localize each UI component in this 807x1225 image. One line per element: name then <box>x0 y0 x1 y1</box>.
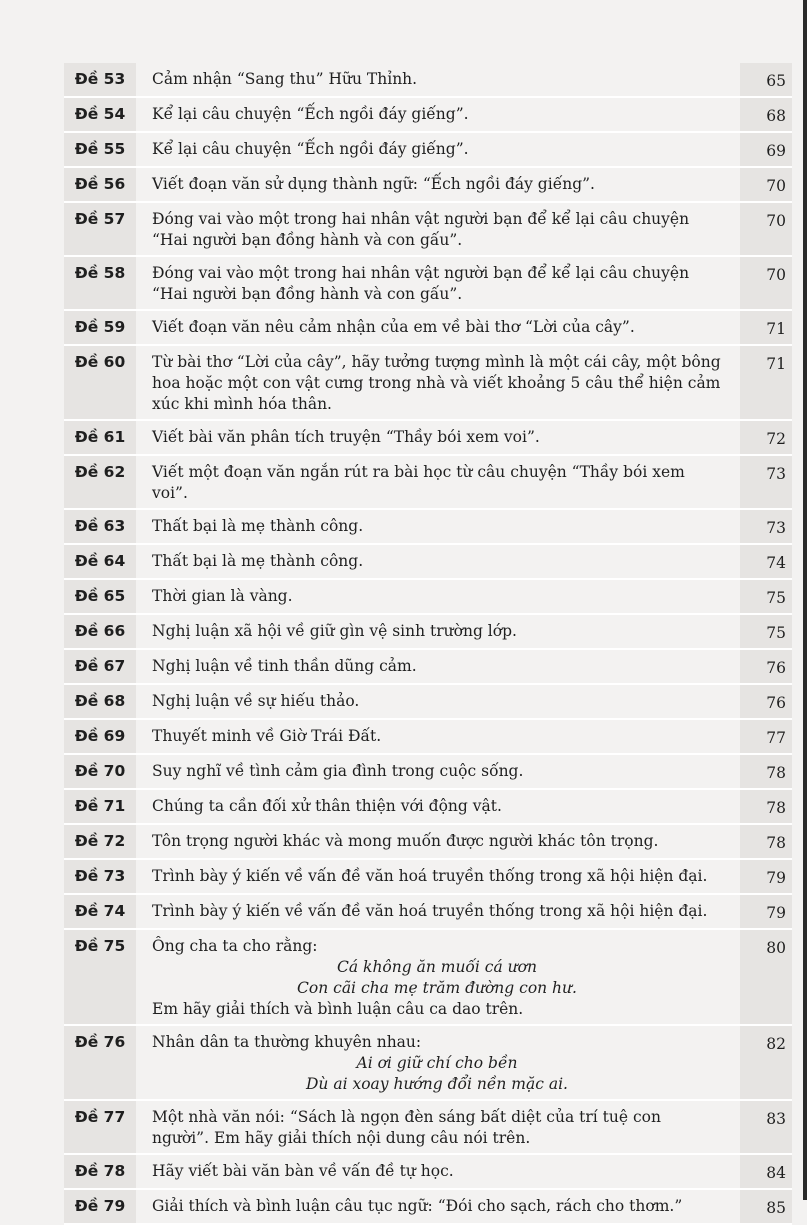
entry-page-number: 78 <box>740 824 792 859</box>
entry-title <box>136 649 740 684</box>
entry-verse-line: Dù ai xoay hướng đổi nền mặc ai. <box>306 1075 568 1093</box>
entry-page-number: 76 <box>740 649 792 684</box>
entry-label: Đề 67 <box>64 649 136 684</box>
entry-label: Đề 78 <box>64 1154 136 1189</box>
entry-label: Đề 76 <box>64 1025 136 1100</box>
entry-title <box>136 256 740 310</box>
entry-title-text: Trình bày ý kiến về vấn đề văn hoá truyền thống trong xã hội hiện đại. <box>152 867 708 885</box>
entry-title-text: Nghị luận xã hội về giữ gìn vệ sinh trường lớp. <box>152 622 517 640</box>
entry-title <box>136 754 740 789</box>
entry-title-text: Viết đoạn văn sử dụng thành ngữ: “Ếch ngồi đáy giếng”. <box>152 175 595 193</box>
entry-title-text: Cảm nhận “Sang thu” Hữu Thỉnh. <box>152 70 418 88</box>
entry-label: Đề 59 <box>64 310 136 345</box>
entry-title-text: Thời gian là vàng. <box>152 587 293 605</box>
entry-title <box>136 1189 740 1224</box>
entry-title-text: Kể lại câu chuyện “Ếch ngồi đáy giếng”. <box>152 140 469 158</box>
toc-entry[interactable] <box>64 167 792 202</box>
entry-title-text: Từ bài thơ “Lời của cây”, hãy tưởng tượng mình là một cái cây, một bông hoa hoặc một con vật cưng trong nhà và viết khoảng 5 câu thể hiện cảm xúc khi mình hóa thân. <box>152 353 721 413</box>
entry-title-text: Viết một đoạn văn ngắn rút ra bài học từ câu chuyện “Thầy bói xem voi”. <box>152 463 685 502</box>
entry-page-number: 69 <box>740 132 792 167</box>
toc-entry[interactable] <box>64 579 792 614</box>
entry-title <box>136 789 740 824</box>
entry-title-text: Đóng vai vào một trong hai nhân vật người bạn để kể lại câu chuyện “Hai người bạn đồng hành và con gấu”. <box>152 210 690 249</box>
entry-label: Đề 63 <box>64 509 136 544</box>
entry-title-text: Kể lại câu chuyện “Ếch ngồi đáy giếng”. <box>152 105 469 123</box>
entry-title-text: Thất bại là mẹ thành công. <box>152 517 364 535</box>
entry-title-text: Tôn trọng người khác và mong muốn được người khác tôn trọng. <box>152 832 659 850</box>
entry-page-number: 84 <box>740 1154 792 1189</box>
entry-title-text: Nghị luận về tinh thần dũng cảm. <box>152 657 417 675</box>
entry-title-text: Giải thích và bình luận câu tục ngữ: “Đói cho sạch, rách cho thơm.” <box>152 1197 683 1215</box>
entry-label: Đề 70 <box>64 754 136 789</box>
entry-page-number: 72 <box>740 420 792 455</box>
entry-title-text: Hãy viết bài văn bàn về vấn đề tự học. <box>152 1162 454 1180</box>
entry-label: Đề 75 <box>64 929 136 1025</box>
entry-title <box>136 420 740 455</box>
entry-title <box>136 859 740 894</box>
toc-entry[interactable] <box>64 719 792 754</box>
entry-page-number: 77 <box>740 719 792 754</box>
toc-entry[interactable] <box>64 614 792 649</box>
entry-title <box>136 579 740 614</box>
entry-label: Đề 56 <box>64 167 136 202</box>
entry-title <box>136 1154 740 1189</box>
entry-title <box>136 614 740 649</box>
entry-label: Đề 62 <box>64 455 136 509</box>
entry-page-number: 73 <box>740 455 792 509</box>
entry-page-number: 75 <box>740 579 792 614</box>
entry-label: Đề 71 <box>64 789 136 824</box>
entry-page-number: 79 <box>740 894 792 929</box>
entry-label: Đề 61 <box>64 420 136 455</box>
entry-title-text: Suy nghĩ về tình cảm gia đình trong cuộc sống. <box>152 762 524 780</box>
entry-title <box>136 455 740 509</box>
entry-label: Đề 53 <box>64 63 136 97</box>
entry-title-text: Trình bày ý kiến về vấn đề văn hoá truyền thống trong xã hội hiện đại. <box>152 902 708 920</box>
entry-page-number: 70 <box>740 167 792 202</box>
entry-label: Đề 69 <box>64 719 136 754</box>
entry-intro: Nhân dân ta thường khuyên nhau: <box>152 1033 422 1051</box>
toc-entry[interactable] <box>64 256 792 310</box>
entry-title-text: Một nhà văn nói: “Sách là ngọn đèn sáng bất diệt của trí tuệ con người”. Em hãy giải thích nội dung câu nói trên. <box>152 1108 661 1147</box>
toc-entry[interactable] <box>64 789 792 824</box>
entry-title-text: Thất bại là mẹ thành công. <box>152 552 364 570</box>
entry-page-number: 78 <box>740 754 792 789</box>
toc-entry[interactable] <box>64 1025 792 1100</box>
entry-outro: Em hãy giải thích và bình luận câu ca dao trên. <box>152 1000 524 1018</box>
toc-entry[interactable] <box>64 63 792 97</box>
entry-page-number: 74 <box>740 544 792 579</box>
page-edge <box>803 0 807 1200</box>
entry-title <box>136 1025 740 1100</box>
toc-entry[interactable] <box>64 420 792 455</box>
entry-verse-line: Ai ơi giữ chí cho bền <box>356 1054 518 1072</box>
entry-label: Đề 64 <box>64 544 136 579</box>
entry-title-text: Thuyết minh về Giờ Trái Đất. <box>152 727 382 745</box>
entry-title <box>136 929 740 1025</box>
entry-label: Đề 57 <box>64 202 136 256</box>
toc-entry[interactable] <box>64 1189 792 1224</box>
entry-title-text: Nghị luận về sự hiếu thảo. <box>152 692 360 710</box>
toc-entry[interactable] <box>64 97 792 132</box>
entry-title <box>136 894 740 929</box>
entry-page-number: 76 <box>740 684 792 719</box>
entry-title <box>136 63 740 97</box>
entry-title <box>136 684 740 719</box>
entry-label: Đề 60 <box>64 345 136 420</box>
toc-entry[interactable] <box>64 132 792 167</box>
entry-title-text: Viết bài văn phân tích truyện “Thầy bói xem voi”. <box>152 428 540 446</box>
toc-entry[interactable] <box>64 649 792 684</box>
entry-label: Đề 72 <box>64 824 136 859</box>
entry-page-number: 65 <box>740 63 792 97</box>
table-of-contents <box>64 63 792 1225</box>
toc-entry[interactable] <box>64 859 792 894</box>
entry-title <box>136 97 740 132</box>
entry-label: Đề 54 <box>64 97 136 132</box>
entry-title-text: Chúng ta cần đối xử thân thiện với động vật. <box>152 797 502 815</box>
entry-title <box>136 509 740 544</box>
toc-entry[interactable] <box>64 824 792 859</box>
entry-title <box>136 310 740 345</box>
entry-page-number: 68 <box>740 97 792 132</box>
toc-entry[interactable] <box>64 754 792 789</box>
entry-label: Đề 55 <box>64 132 136 167</box>
entry-title-text: Viết đoạn văn nêu cảm nhận của em về bài thơ “Lời của cây”. <box>152 318 635 336</box>
entry-verse-line: Con cãi cha mẹ trăm đường con hư. <box>297 979 577 997</box>
entry-label: Đề 73 <box>64 859 136 894</box>
entry-label: Đề 65 <box>64 579 136 614</box>
entry-label: Đề 74 <box>64 894 136 929</box>
toc-entry[interactable] <box>64 455 792 509</box>
entry-title <box>136 202 740 256</box>
entry-label: Đề 66 <box>64 614 136 649</box>
entry-page-number: 83 <box>740 1100 792 1154</box>
toc-entry[interactable] <box>64 345 792 420</box>
entry-page-number: 79 <box>740 859 792 894</box>
entry-title <box>136 719 740 754</box>
entry-label: Đề 68 <box>64 684 136 719</box>
entry-title <box>136 544 740 579</box>
entry-label: Đề 79 <box>64 1189 136 1224</box>
entry-title <box>136 1100 740 1154</box>
entry-label: Đề 77 <box>64 1100 136 1154</box>
toc-entry[interactable] <box>64 1100 792 1154</box>
entry-page-number: 82 <box>740 1025 792 1100</box>
entry-page-number: 70 <box>740 256 792 310</box>
entry-page-number: 71 <box>740 345 792 420</box>
entry-page-number: 70 <box>740 202 792 256</box>
toc-entry[interactable] <box>64 509 792 544</box>
entry-verse-line: Cá không ăn muối cá ươn <box>337 958 537 976</box>
entry-label: Đề 58 <box>64 256 136 310</box>
entry-title <box>136 824 740 859</box>
entry-page-number: 78 <box>740 789 792 824</box>
toc-entry[interactable] <box>64 310 792 345</box>
toc-entry[interactable] <box>64 1154 792 1189</box>
toc-entry[interactable] <box>64 202 792 256</box>
toc-entry[interactable] <box>64 544 792 579</box>
entry-page-number: 85 <box>740 1189 792 1224</box>
toc-entry[interactable] <box>64 684 792 719</box>
entry-page-number: 75 <box>740 614 792 649</box>
entry-title-text: Đóng vai vào một trong hai nhân vật người bạn để kể lại câu chuyện “Hai người bạn đồng hành và con gấu”. <box>152 264 690 303</box>
entry-title <box>136 132 740 167</box>
toc-entry[interactable] <box>64 894 792 929</box>
entry-page-number: 71 <box>740 310 792 345</box>
toc-entry[interactable] <box>64 929 792 1025</box>
entry-page-number: 73 <box>740 509 792 544</box>
entry-title <box>136 167 740 202</box>
entry-intro: Ông cha ta cho rằng: <box>152 937 318 955</box>
entry-title <box>136 345 740 420</box>
entry-page-number: 80 <box>740 929 792 1025</box>
